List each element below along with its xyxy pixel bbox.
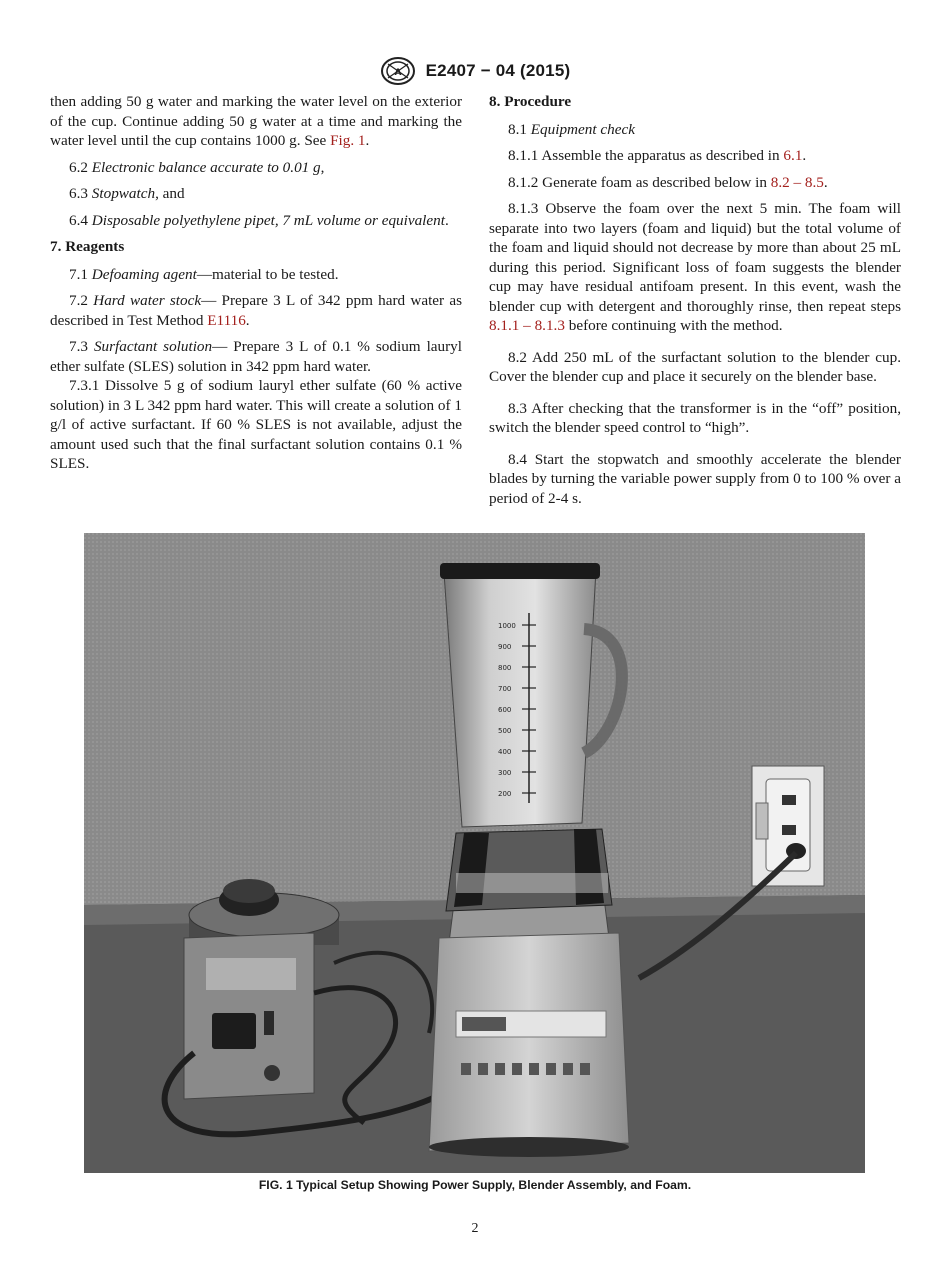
svg-text:A: A: [394, 68, 402, 78]
section-6-2: 6.2 Electronic balance accurate to 0.01 g,: [69, 158, 325, 176]
section-7-2: 7.2 Hard water stock— Prepare 3 L of 342 ppm hard water as described in Test Method E1116.: [50, 292, 463, 329]
cup-mark-label: 200: [498, 790, 512, 798]
cup-mark-label: 500: [498, 727, 512, 735]
e1116-link[interactable]: E1116: [207, 311, 246, 329]
cup-mark-label: 900: [498, 643, 512, 651]
section-7-3: 7.3 Surfactant solution— Prepare 3 L of 0.1 % sodium lauryl ether sulfate (SLES) solution in 342 ppm hard water.: [50, 338, 462, 375]
section-7-3-1: 7.3.1 Dissolve 5 g of sodium lauryl ether sulfate (60 % active solution) in 3 L 342 ppm hard water. This will create a solution of 1 g/l of active surfactant. If 60 % SLES is not available, adjust the amount used such that the final surfactant solution contains 0.1 % SLES.: [50, 377, 462, 472]
blender-base: [429, 898, 629, 1157]
heading-procedure: 8. Procedure: [489, 93, 572, 110]
cup-mark-label: 700: [498, 685, 512, 693]
section-8-1-2: 8.1.2 Generate foam as described below in 8.2 – 8.5.: [508, 173, 828, 191]
ref-8-1-1-8-1-3-link[interactable]: 8.1.1 – 8.1.3: [489, 317, 565, 334]
blender-setup-photo: [84, 533, 865, 1173]
section-8-4: 8.4 Start the stopwatch and smoothly accelerate the blender blades by turning the variable power supply from 0 to 100 % over a period of 2-4 s.: [489, 450, 901, 507]
cup-mark-label: 800: [498, 664, 512, 672]
page-number: 2: [471, 1221, 479, 1236]
section-8-1-3: 8.1.3 Observe the foam over the next 5 min. The foam will separate into two layers (foam and liquid) but the total volume of the foam and liquid should not decrease by more than about 25 mL during this period. Significant loss of foam suggests the blender cup may have residual antifoam present. In this event, wash the blender cup with detergent and thoroughly rinse, then repeat steps 8.1.1 – 8.1.3 before continuing with the method.: [489, 200, 901, 334]
fig1-link[interactable]: Fig. 1: [330, 132, 366, 149]
cup-mark-label: 600: [498, 706, 512, 714]
ref-6-1-link[interactable]: 6.1: [783, 147, 803, 164]
paragraph-continuation: then adding 50 g water and marking the water level on the exterior of the cup. Continue adding 50 g water at a time and marking the water level until the cup contains 1000 g. See Fig. 1.: [50, 93, 462, 149]
figure-caption: FIG. 1 Typical Setup Showing Power Supply, Blender Assembly, and Foam.: [258, 1178, 692, 1192]
document-code: E2407 − 04 (2015): [425, 61, 571, 80]
figure-photo: [84, 533, 865, 1173]
wall-outlet: [752, 766, 824, 886]
cup-mark-label: 1000: [498, 622, 516, 630]
section-6-3: 6.3 Stopwatch, and: [69, 185, 185, 202]
section-8-3: 8.3 After checking that the transformer is in the “off” position, switch the blender speed control to “high”.: [489, 399, 901, 436]
section-6-4: 6.4 Disposable polyethylene pipet, 7 mL volume or equivalent.: [69, 211, 449, 229]
right-column: [489, 92, 901, 515]
heading-reagents: 7. Reagents: [50, 238, 125, 255]
section-8-2: 8.2 Add 250 mL of the surfactant solution to the blender cup. Cover the blender cup and place it securely on the blender base.: [489, 348, 901, 385]
ref-8-2-8-5-link[interactable]: 8.2 – 8.5: [770, 173, 824, 191]
left-column: [50, 92, 462, 481]
cup-mark-label: 400: [498, 748, 512, 756]
section-7-1: 7.1 Defoaming agent—material to be tested.: [69, 265, 339, 283]
section-8-1: 8.1 Equipment check: [508, 120, 635, 138]
cup-mark-label: 300: [498, 769, 512, 777]
astm-logo-icon: [380, 56, 416, 86]
page-header: [0, 56, 950, 86]
section-8-1-1: 8.1.1 Assemble the apparatus as described in 6.1.: [508, 147, 807, 164]
blender-collar: [446, 829, 612, 911]
